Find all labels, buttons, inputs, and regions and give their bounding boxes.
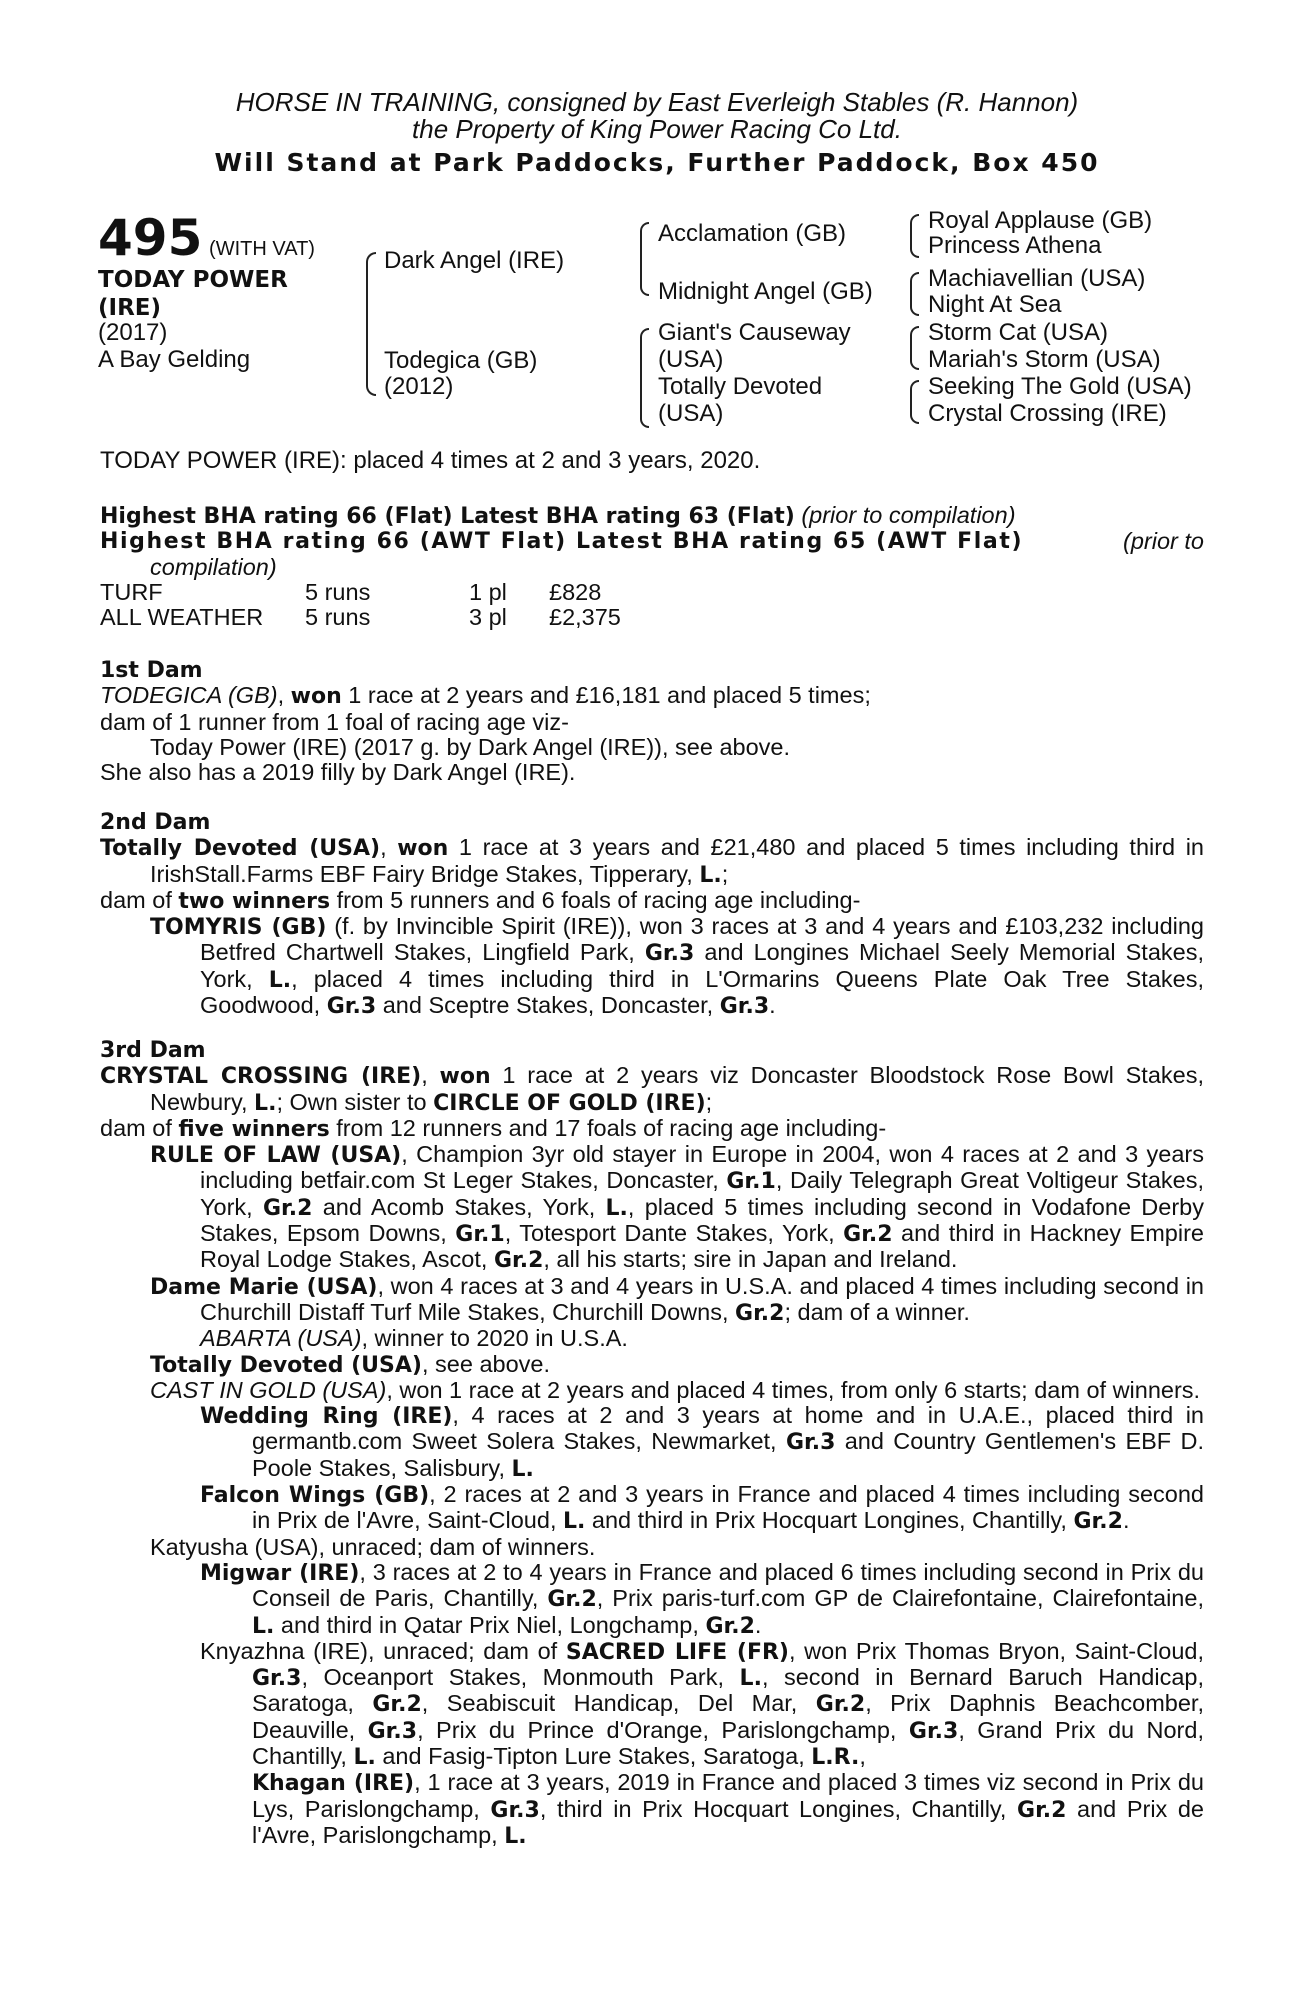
text: won xyxy=(439,1064,491,1090)
text: L. xyxy=(268,967,292,993)
flat-rating: Highest BHA rating 66 (Flat) Latest BHA rating 63 (Flat) xyxy=(100,504,795,529)
text: 1 race at 2 years and £16,181 and placed 5 times; xyxy=(341,682,871,709)
text: from 5 runners and 6 foals of racing age including- xyxy=(330,886,861,913)
text: , see above. xyxy=(421,1350,551,1377)
text: , third in Prix Hocquart Longines, Chantilly, xyxy=(539,1795,1018,1822)
awt-rating-note-2: compilation) xyxy=(150,553,277,580)
text: from 12 runners and 17 foals of racing age including- xyxy=(329,1114,887,1141)
text: . xyxy=(754,1611,762,1638)
flat-rating-note: (prior to compilation) xyxy=(801,502,1016,528)
lot-number: 495 xyxy=(98,209,203,267)
produce-name: ABARTA (USA) xyxy=(200,1325,362,1352)
text: Gr.1 xyxy=(726,1169,776,1195)
text: Gr.2 xyxy=(547,1587,597,1613)
pedigree-bracket-3 xyxy=(640,328,649,428)
text: five winners xyxy=(178,1116,330,1142)
text: Gr.3 xyxy=(785,1430,836,1456)
runs-table xyxy=(100,580,621,630)
produce-name: CAST IN GOLD (USA) xyxy=(150,1376,387,1403)
pedigree-bracket-2 xyxy=(640,222,649,296)
run-placed: 3 pl xyxy=(469,603,507,630)
run-surface: ALL WEATHER xyxy=(100,603,264,630)
text: , Totesport Dante Stakes, York, xyxy=(504,1220,844,1247)
pedigree-bracket-1 xyxy=(366,252,376,396)
text: Gr.2 xyxy=(735,1300,785,1326)
first-dam-heading: 1st Dam xyxy=(100,658,203,683)
text: , placed 4 times including third in L'Ormarins Queens Plate Oak Tree Stakes, Goodwood, xyxy=(200,965,1204,1019)
text: Gr.3 xyxy=(908,1718,959,1744)
run-placed: 1 pl xyxy=(469,578,507,605)
text: , Grand Prix du Nord, Chantilly, xyxy=(252,1716,1204,1770)
text: and third in Qatar Prix Niel, Longchamp, xyxy=(274,1611,706,1638)
text: ; Own sister to xyxy=(276,1088,434,1115)
produce-name: Wedding Ring (IRE) xyxy=(200,1404,453,1430)
pedigree-bracket-5 xyxy=(910,272,919,316)
pedigree-bracket-4 xyxy=(910,214,919,258)
text: L. xyxy=(504,1823,527,1849)
text: , xyxy=(859,1743,866,1770)
produce-name: Khagan (IRE) xyxy=(252,1771,415,1797)
table-row xyxy=(100,605,621,630)
produce-name: RULE OF LAW (USA) xyxy=(150,1143,402,1169)
text: 1 race at 2 years viz Doncaster Bloodstock Rose Bowl Stakes, Newbury, xyxy=(150,1062,1204,1115)
text: and Prix de l'Avre, Parislongchamp, xyxy=(252,1795,1204,1848)
text: Gr.2 xyxy=(262,1195,313,1221)
text: L. xyxy=(353,1745,376,1771)
text: , xyxy=(277,682,291,709)
text: , won Prix Thomas Bryon, Saint-Cloud, xyxy=(788,1637,1204,1664)
pedigree-ssd: Princess Athena xyxy=(928,232,1102,259)
produce-name: TOMYRIS (GB) xyxy=(150,915,327,941)
text: and third in Hackney Empire Royal Lodge Stakes, Ascot, xyxy=(200,1220,1204,1273)
run-count: 5 runs xyxy=(305,603,371,630)
text: 1 race at 3 years and £21,480 and placed 5 times including third in IrishStall.Farms EBF Fairy Bridge Stakes, Tipperary, xyxy=(150,834,1205,887)
text: two winners xyxy=(178,888,331,914)
text: and Country Gentlemen's EBF D. Poole Stakes, Salisbury, xyxy=(252,1428,1205,1481)
produce-entry: Today Power (IRE) (2017 g. by Dark Angel (IRE)), see above. xyxy=(150,733,791,760)
produce-name: Dame Marie (USA) xyxy=(150,1274,378,1300)
second-dam-section xyxy=(100,810,1204,1019)
text: ; xyxy=(705,1088,713,1115)
text: Gr.3 xyxy=(644,941,695,967)
text: L. xyxy=(511,1456,534,1482)
text: . xyxy=(769,992,776,1019)
text: Gr.3 xyxy=(326,994,377,1020)
vat-note: (WITH VAT) xyxy=(209,238,315,260)
text: Gr.3 xyxy=(490,1797,540,1823)
run-count: 5 runs xyxy=(305,578,371,605)
awt-rating: Highest BHA rating 66 (AWT Flat) Latest BHA rating 65 (AWT Flat) xyxy=(100,529,1024,555)
text: , xyxy=(421,1062,440,1089)
text: dam of xyxy=(100,886,179,913)
text: and third in Prix Hocquart Longines, Chantilly, xyxy=(585,1507,1074,1534)
produce-note: dam of 1 runner from 1 foal of racing age viz- xyxy=(100,708,569,735)
produce-name: Migwar (IRE) xyxy=(200,1560,360,1586)
text: L. xyxy=(252,1613,275,1639)
text: , second in Bernard Baruch Handicap, Saratoga, xyxy=(252,1664,1205,1717)
text: Knyazhna (IRE), unraced; dam of xyxy=(200,1637,566,1664)
produce-name: SACRED LIFE (FR) xyxy=(565,1639,789,1665)
text: L. xyxy=(739,1666,762,1692)
consignor-line: HORSE IN TRAINING, consigned by East Everleigh Stables (R. Hannon) xyxy=(235,87,1079,117)
dam-name: CRYSTAL CROSSING (IRE) xyxy=(100,1064,422,1090)
text: and Acomb Stakes, York, xyxy=(312,1193,606,1220)
text: Gr.2 xyxy=(1017,1797,1067,1823)
sire-of-dam-1: Giant's Causeway xyxy=(658,319,851,346)
text: CIRCLE OF GOLD (IRE) xyxy=(433,1090,706,1116)
pedigree-sds: Machiavellian (USA) xyxy=(928,265,1146,292)
text: L. xyxy=(254,1090,277,1116)
run-prize: £2,375 xyxy=(549,603,621,630)
text: Gr.1 xyxy=(455,1222,505,1248)
text: L. xyxy=(563,1509,586,1535)
horse-description: A Bay Gelding xyxy=(98,346,251,373)
dam-of-dam-1: Totally Devoted xyxy=(658,373,823,400)
location-line: Will Stand at Park Paddocks, Further Paddock, Box 450 xyxy=(214,148,1100,177)
produce-name: Falcon Wings (GB) xyxy=(200,1483,430,1509)
produce-entry: Katyusha (USA), unraced; dam of winners. xyxy=(150,1533,596,1560)
awt-rating-note: (prior to xyxy=(1123,528,1204,555)
text: , Daily Telegraph Great Voltigeur Stakes, York, xyxy=(200,1167,1204,1220)
text: , placed 5 times including second in Vodafone Derby Stakes, Epsom Downs, xyxy=(200,1193,1204,1247)
text: , Prix paris-turf.com GP de Clairefontaine, Clairefontaine, xyxy=(596,1585,1204,1612)
ratings-block xyxy=(100,503,1204,630)
sire-of-dam-2: (USA) xyxy=(658,346,724,373)
run-prize: £828 xyxy=(549,578,602,605)
third-dam-section xyxy=(100,1038,1204,1849)
text: , 2 races at 2 and 3 years in France and placed 4 times including second in Prix de l'Avre, Saint-Cloud, xyxy=(252,1481,1204,1534)
pedigree-dss: Storm Cat (USA) xyxy=(928,319,1109,346)
text: Gr.2 xyxy=(493,1248,544,1274)
horse-name: TODAY POWER (IRE) xyxy=(98,267,288,321)
pedigree-bracket-6 xyxy=(910,326,919,370)
text: , 4 races at 2 and 3 years at home and in U.A.E., placed third in germantb.com Sweet Solera Stakes, Newmarket, xyxy=(252,1402,1204,1455)
text: and Sceptre Stakes, Doncaster, xyxy=(376,992,720,1019)
text: Gr.3 xyxy=(719,994,770,1020)
text: , Seabiscuit Handicap, Del Mar, xyxy=(421,1690,816,1717)
text: dam of xyxy=(100,1114,179,1141)
foaling-year: (2017) xyxy=(98,319,168,346)
text: won xyxy=(290,684,342,710)
race-summary: TODAY POWER (IRE): placed 4 times at 2 and 3 years, 2020. xyxy=(100,447,761,474)
dam-year: (2012) xyxy=(384,373,454,400)
text: , Oceanport Stakes, Monmouth Park, xyxy=(301,1664,740,1691)
text: , Champion 3yr old stayer in Europe in 2004, won 4 races at 2 and 3 years including betfair.com St Leger Stakes, Doncaster, xyxy=(200,1141,1204,1194)
table-row xyxy=(100,580,621,605)
sire-of-sire: Acclamation (GB) xyxy=(658,220,847,247)
text: , 3 races at 2 to 4 years in France and placed 6 times including second in Prix du Conseil de Paris, Chantilly, xyxy=(252,1558,1204,1612)
text: , won 1 race at 2 years and placed 4 times, from only 6 starts; dam of winners. xyxy=(386,1376,1201,1403)
dam-name: Totally Devoted (USA) xyxy=(100,836,381,862)
text: and Fasig-Tipton Lure Stakes, Saratoga, xyxy=(375,1743,812,1770)
third-dam-heading: 3rd Dam xyxy=(100,1038,206,1063)
pedigree-ddd: Crystal Crossing (IRE) xyxy=(928,400,1167,427)
dam-of-sire: Midnight Angel (GB) xyxy=(658,278,873,305)
produce-name: Totally Devoted (USA) xyxy=(150,1352,422,1378)
text: , Prix du Prince d'Orange, Parislongchamp, xyxy=(417,1716,909,1743)
text: , won 4 races at 3 and 4 years in U.S.A. and placed 4 times including second in Churchill Distaff Turf Mile Stakes, Churchill Downs, xyxy=(200,1272,1204,1325)
text: L.R. xyxy=(811,1745,860,1771)
text: ; dam of a winner. xyxy=(784,1298,970,1325)
text: Gr.2 xyxy=(372,1692,422,1718)
dam: Todegica (GB) xyxy=(384,347,538,374)
pedigree-dsd: Mariah's Storm (USA) xyxy=(928,346,1161,373)
text: and Longines Michael Seely Memorial Stakes, York, xyxy=(200,939,1204,992)
text: Gr.2 xyxy=(705,1613,755,1639)
text: , all his starts; sire in Japan and Ireland. xyxy=(543,1246,958,1273)
second-dam-heading: 2nd Dam xyxy=(100,810,211,835)
text: Gr.2 xyxy=(815,1692,866,1718)
produce-note: She also has a 2019 filly by Dark Angel (IRE). xyxy=(100,759,576,786)
text: ; xyxy=(721,860,729,887)
dam-name: TODEGICA (GB) xyxy=(100,682,278,709)
text: , 1 race at 3 years, 2019 in France and placed 3 times viz second in Prix du Lys, Parislongchamp, xyxy=(252,1769,1204,1822)
text: (f. by Invincible Spirit (IRE)), won 3 races at 3 and 4 years and £103,232 including Betfred Chartwell Stakes, Lingfield Park, xyxy=(200,913,1204,966)
text: , winner to 2020 in U.S.A. xyxy=(361,1325,628,1352)
text: L. xyxy=(699,862,722,888)
owner-line: the Property of King Power Racing Co Ltd. xyxy=(412,114,902,144)
dam-of-dam-2: (USA) xyxy=(658,400,724,427)
pedigree-sdd: Night At Sea xyxy=(928,291,1062,318)
run-surface: TURF xyxy=(100,578,163,605)
text: Gr.2 xyxy=(1073,1509,1123,1535)
text: won xyxy=(397,836,449,862)
pedigree-dds: Seeking The Gold (USA) xyxy=(928,373,1192,400)
sire: Dark Angel (IRE) xyxy=(384,247,565,274)
text: L. xyxy=(605,1195,628,1221)
text: , xyxy=(380,834,398,861)
first-dam-section xyxy=(100,658,1204,785)
pedigree-sss: Royal Applause (GB) xyxy=(928,207,1153,234)
text: . xyxy=(1122,1507,1130,1534)
text: Gr.3 xyxy=(367,1718,418,1744)
text: Gr.3 xyxy=(252,1666,302,1692)
text: Gr.2 xyxy=(843,1222,893,1248)
pedigree-bracket-7 xyxy=(910,380,919,424)
text: , Prix Daphnis Beachcomber, Deauville, xyxy=(252,1690,1204,1743)
